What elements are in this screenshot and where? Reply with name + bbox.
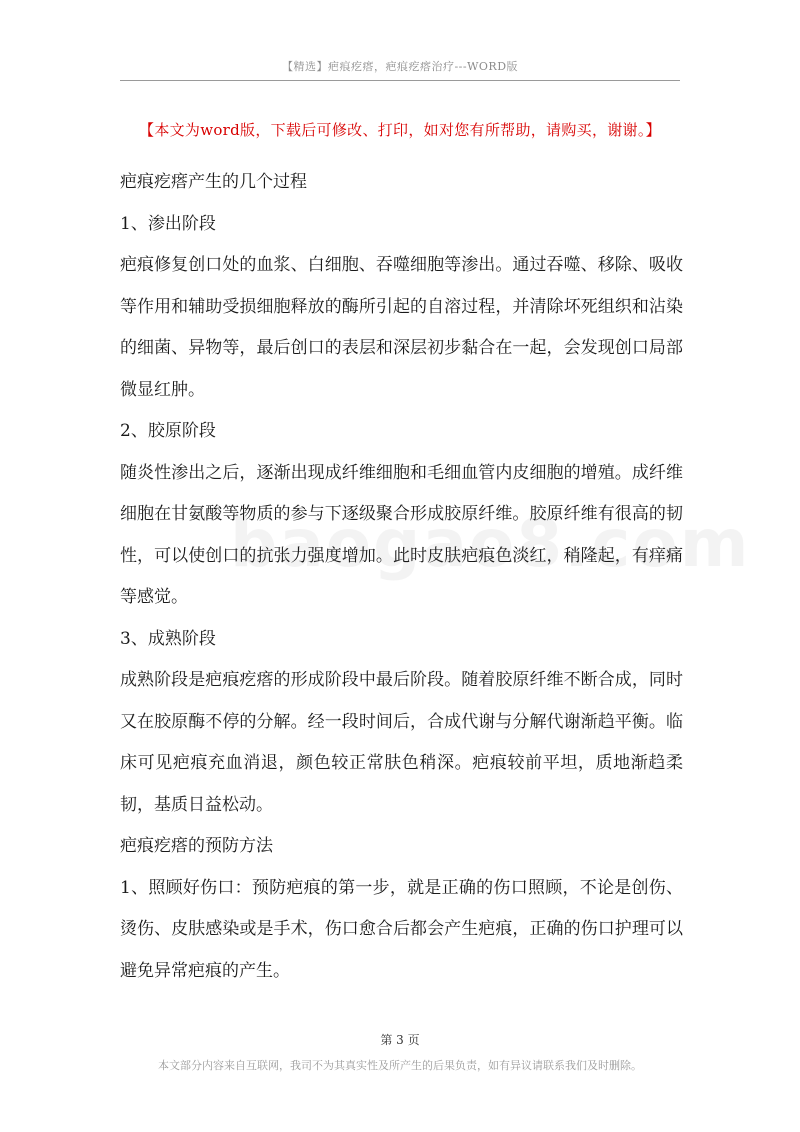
paragraph-maturation: 成熟阶段是疤痕疙瘩的形成阶段中最后阶段。随着胶原纤维不断合成，同时又在胶原酶不停的分解。经一段时间后，合成代谢与分解代谢渐趋平衡。临床可见疤痕充血消退，颜色较正常肤色稍深。疤痕较前平坦，质地渐趋柔韧，基质日益松动。 [120, 670, 683, 815]
page-number: 第 3 页 [380, 1033, 420, 1047]
subheading-collagen: 2、胶原阶段 [120, 421, 216, 441]
paragraph-exudation: 疤痕修复创口处的血浆、白细胞、吞噬细胞等渗出。通过吞噬、移除、吸收等作用和辅助受损细胞释放的酶所引起的自溶过程，并清除坏死组织和沾染的细菌、异物等，最后创口的表层和深层初步黏合在一起，会发现创口局部微显红肿。 [120, 255, 683, 400]
paragraph-collagen: 随炎性渗出之后，逐渐出现成纤维细胞和毛细血管内皮细胞的增殖。成纤维细胞在甘氨酸等物质的参与下逐级聚合形成胶原纤维。胶原纤维有很高的韧性，可以使创口的抗张力强度增加。此时皮肤疤痕色淡红，稍隆起，有痒痛等感觉。 [120, 462, 683, 607]
subheading-exudation: 1、渗出阶段 [120, 213, 216, 234]
page-footer: 本文部分内容来自互联网，我司不为其真实性及所产生的后果负责，如有异议请联系我们及时删除。 [158, 1059, 642, 1072]
subheading-maturation: 3、成熟阶段 [120, 628, 216, 649]
section-title-prevention: 疤痕疙瘩的预防方法 [120, 836, 273, 856]
paragraph-wound-care: 1、照顾好伤口：预防疤痕的第一步，就是正确的伤口照顾，不论是创伤、烫伤、皮肤感染或是手术，伤口愈合后都会产生疤痕，正确的伤口护理可以避免异常疤痕的产生。 [120, 877, 683, 981]
header-divider [120, 80, 680, 81]
download-notice: 【本文为word版，下载后可修改、打印，如对您有所帮助，请购买，谢谢。】 [139, 121, 661, 139]
section-title-formation: 疤痕疙瘩产生的几个过程 [120, 172, 307, 192]
page-header: 【精选】疤痕疙瘩，疤痕疙瘩治疗---WORD版 [281, 60, 519, 73]
document-body [120, 162, 683, 992]
